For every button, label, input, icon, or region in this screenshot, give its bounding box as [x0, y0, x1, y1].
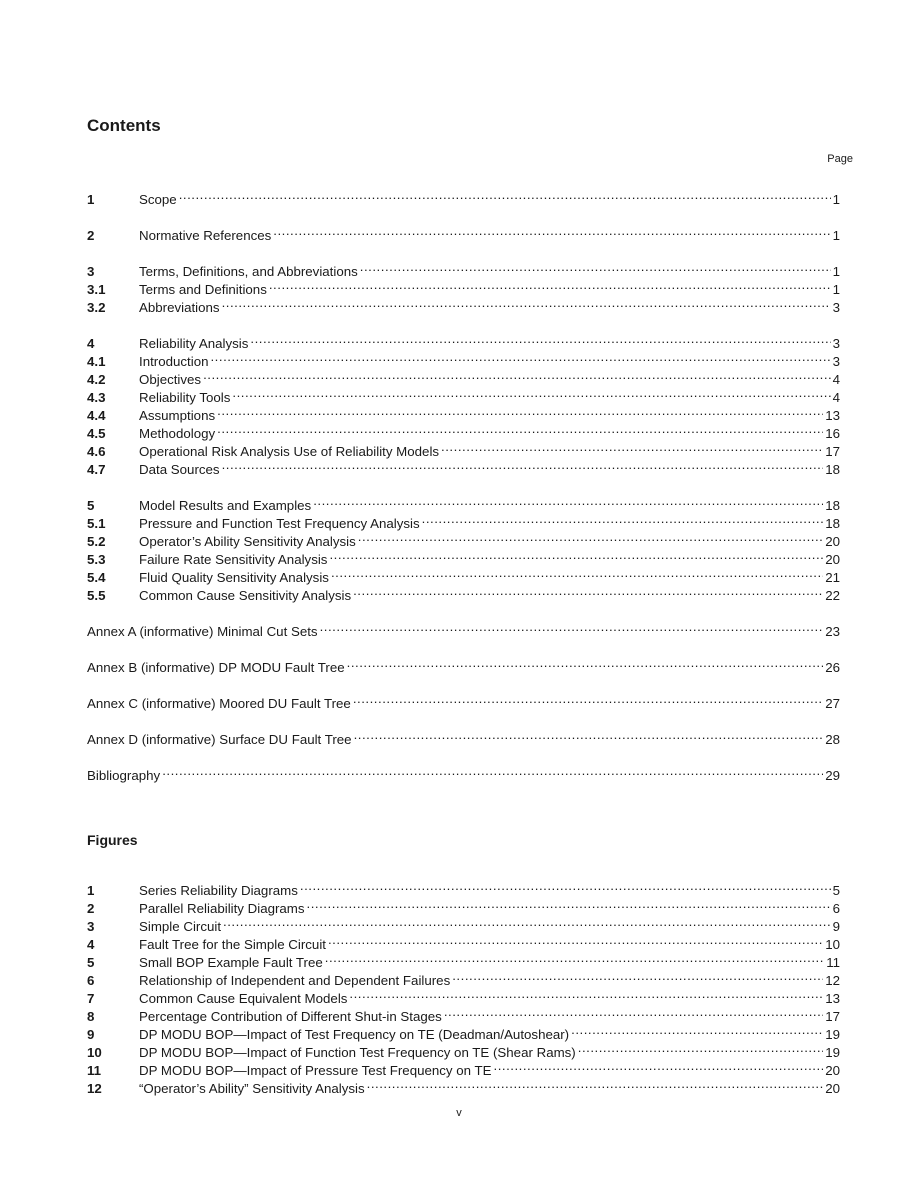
entry-title: Bibliography	[87, 768, 161, 783]
entry-page-number: 3	[832, 336, 840, 351]
dot-leader	[444, 1003, 823, 1021]
entry-page-number: 17	[825, 444, 840, 459]
entry-page-number: 3	[832, 354, 840, 369]
entry-number: 1	[87, 192, 95, 207]
dot-leader	[353, 690, 823, 708]
toc-entry[interactable]	[87, 330, 840, 351]
toc-entry[interactable]	[87, 618, 840, 639]
entry-title: Methodology	[139, 426, 216, 441]
toc-entry[interactable]	[87, 492, 840, 513]
entry-number: 10	[87, 1045, 102, 1060]
entry-page-number: 23	[825, 624, 840, 639]
dot-leader	[210, 348, 830, 366]
dot-leader	[353, 582, 823, 600]
entry-title: Failure Rate Sensitivity Analysis	[139, 552, 328, 567]
entry-number: 4.1	[87, 354, 106, 369]
entry-page-number: 12	[825, 973, 840, 988]
entry-number: 5.2	[87, 534, 106, 549]
entry-title: Data Sources	[139, 462, 220, 477]
entry-title: Reliability Analysis	[139, 336, 249, 351]
dot-leader	[328, 931, 823, 949]
page-number: v	[456, 1107, 462, 1119]
toc-entry[interactable]	[87, 258, 840, 279]
dot-leader	[203, 366, 831, 384]
dot-leader	[250, 330, 830, 348]
figures-list	[87, 877, 840, 1096]
page-column-label: Page	[827, 153, 853, 165]
dot-leader	[354, 726, 824, 744]
entry-number: 11	[87, 1063, 102, 1078]
entry-title: Common Cause Equivalent Models	[139, 991, 348, 1006]
entry-title: Small BOP Example Fault Tree	[139, 955, 323, 970]
entry-page-number: 5	[832, 883, 840, 898]
dot-leader	[349, 985, 823, 1003]
entry-number: 2	[87, 901, 95, 916]
entry-number: 5.5	[87, 588, 106, 603]
entry-page-number: 26	[825, 660, 840, 675]
dot-leader	[578, 1039, 823, 1057]
entry-page-number: 29	[825, 768, 840, 783]
entry-page-number: 1	[832, 264, 840, 279]
entry-number: 5	[87, 498, 95, 513]
dot-leader	[320, 618, 824, 636]
entry-page-number: 19	[825, 1045, 840, 1060]
entry-number: 9	[87, 1027, 95, 1042]
entry-page-number: 20	[825, 1081, 840, 1096]
figures-heading: Figures	[87, 832, 138, 848]
entry-number: 5.4	[87, 570, 106, 585]
entry-number: 3.1	[87, 282, 106, 297]
entry-title: Relationship of Independent and Dependent Failures	[139, 973, 451, 988]
dot-leader	[269, 276, 831, 294]
dot-leader	[329, 546, 823, 564]
dot-leader	[331, 564, 823, 582]
entry-page-number: 4	[832, 390, 840, 405]
entry-title: Simple Circuit	[139, 919, 222, 934]
entry-page-number: 13	[825, 991, 840, 1006]
entry-page-number: 4	[832, 372, 840, 387]
toc-entry[interactable]	[87, 690, 840, 711]
dot-leader	[367, 1075, 824, 1093]
entry-title: Operational Risk Analysis Use of Reliability Models	[139, 444, 440, 459]
entry-page-number: 20	[825, 1063, 840, 1078]
dot-leader	[360, 258, 831, 276]
entry-number: 4.7	[87, 462, 106, 477]
entry-page-number: 22	[825, 588, 840, 603]
entry-page-number: 16	[825, 426, 840, 441]
entry-title: Percentage Contribution of Different Shut-in Stages	[139, 1009, 442, 1024]
toc-entry[interactable]	[87, 762, 840, 783]
entry-title: “Operator’s Ability” Sensitivity Analysis	[139, 1081, 365, 1096]
dot-leader	[300, 877, 831, 895]
entry-number: 4.2	[87, 372, 106, 387]
dot-leader	[162, 762, 823, 780]
contents-list	[87, 186, 840, 783]
entry-page-number: 19	[825, 1027, 840, 1042]
entry-number: 3	[87, 264, 95, 279]
dot-leader	[452, 967, 823, 985]
entry-page-number: 1	[832, 228, 840, 243]
dot-leader	[223, 913, 831, 931]
entry-page-number: 20	[825, 552, 840, 567]
dot-leader	[347, 654, 824, 672]
toc-entry[interactable]	[87, 222, 840, 243]
entry-title: Annex A (informative) Minimal Cut Sets	[87, 624, 318, 639]
contents-heading: Contents	[87, 116, 161, 135]
entry-number: 4.4	[87, 408, 106, 423]
entry-page-number: 18	[825, 498, 840, 513]
toc-entry[interactable]	[87, 726, 840, 747]
entry-title: Normative References	[139, 228, 272, 243]
entry-page-number: 21	[825, 570, 840, 585]
dot-leader	[571, 1021, 823, 1039]
entry-title: Scope	[139, 192, 177, 207]
entry-title: Objectives	[139, 372, 202, 387]
dot-leader	[325, 949, 824, 967]
entry-title: Terms and Definitions	[139, 282, 267, 297]
entry-number: 3.2	[87, 300, 106, 315]
entry-title: Operator’s Ability Sensitivity Analysis	[139, 534, 356, 549]
entry-title: Assumptions	[139, 408, 216, 423]
entry-number: 2	[87, 228, 95, 243]
entry-number: 7	[87, 991, 95, 1006]
dot-leader	[217, 402, 823, 420]
entry-page-number: 11	[826, 955, 840, 970]
entry-page-number: 3	[832, 300, 840, 315]
entry-title: Annex D (informative) Surface DU Fault Tree	[87, 732, 352, 747]
entry-page-number: 9	[832, 919, 840, 934]
entry-number: 4.5	[87, 426, 106, 441]
entry-title: Annex C (informative) Moored DU Fault Tree	[87, 696, 351, 711]
entry-title: Model Results and Examples	[139, 498, 312, 513]
dot-leader	[273, 222, 830, 240]
entry-page-number: 28	[825, 732, 840, 747]
dot-leader	[494, 1057, 824, 1075]
entry-title: Pressure and Function Test Frequency Analysis	[139, 516, 420, 531]
dot-leader	[441, 438, 823, 456]
dot-leader	[313, 492, 823, 510]
entry-page-number: 1	[832, 192, 840, 207]
entry-page-number: 20	[825, 534, 840, 549]
toc-entry[interactable]	[87, 654, 840, 675]
entry-number: 5	[87, 955, 95, 970]
dot-leader	[232, 384, 830, 402]
entry-title: Parallel Reliability Diagrams	[139, 901, 305, 916]
dot-leader	[358, 528, 823, 546]
figure-entry[interactable]	[87, 877, 840, 898]
entry-number: 1	[87, 883, 95, 898]
entry-title: Abbreviations	[139, 300, 220, 315]
entry-number: 12	[87, 1081, 102, 1096]
entry-title: DP MODU BOP—Impact of Test Frequency on TE (Deadman/Autoshear)	[139, 1027, 570, 1042]
entry-page-number: 13	[825, 408, 840, 423]
entry-title: Fluid Quality Sensitivity Analysis	[139, 570, 329, 585]
toc-entry[interactable]	[87, 186, 840, 207]
entry-number: 4	[87, 336, 95, 351]
entry-title: Reliability Tools	[139, 390, 231, 405]
entry-page-number: 18	[825, 462, 840, 477]
entry-title: Series Reliability Diagrams	[139, 883, 298, 898]
dot-leader	[222, 294, 831, 312]
entry-page-number: 18	[825, 516, 840, 531]
dot-leader	[179, 186, 831, 204]
entry-number: 5.3	[87, 552, 106, 567]
entry-number: 3	[87, 919, 95, 934]
entry-title: DP MODU BOP—Impact of Pressure Test Frequency on TE	[139, 1063, 492, 1078]
entry-number: 4	[87, 937, 95, 952]
dot-leader	[422, 510, 824, 528]
entry-number: 5.1	[87, 516, 106, 531]
entry-title: Common Cause Sensitivity Analysis	[139, 588, 352, 603]
entry-number: 4.3	[87, 390, 106, 405]
entry-page-number: 10	[825, 937, 840, 952]
entry-page-number: 27	[825, 696, 840, 711]
entry-page-number: 17	[825, 1009, 840, 1024]
dot-leader	[217, 420, 823, 438]
dot-leader	[222, 456, 824, 474]
entry-number: 8	[87, 1009, 95, 1024]
entry-title: Terms, Definitions, and Abbreviations	[139, 264, 358, 279]
entry-title: Fault Tree for the Simple Circuit	[139, 937, 326, 952]
entry-title: Introduction	[139, 354, 209, 369]
entry-title: Annex B (informative) DP MODU Fault Tree	[87, 660, 345, 675]
dot-leader	[307, 895, 831, 913]
entry-number: 6	[87, 973, 95, 988]
entry-page-number: 1	[832, 282, 840, 297]
entry-number: 4.6	[87, 444, 106, 459]
entry-page-number: 6	[832, 901, 840, 916]
entry-title: DP MODU BOP—Impact of Function Test Frequency on TE (Shear Rams)	[139, 1045, 576, 1060]
